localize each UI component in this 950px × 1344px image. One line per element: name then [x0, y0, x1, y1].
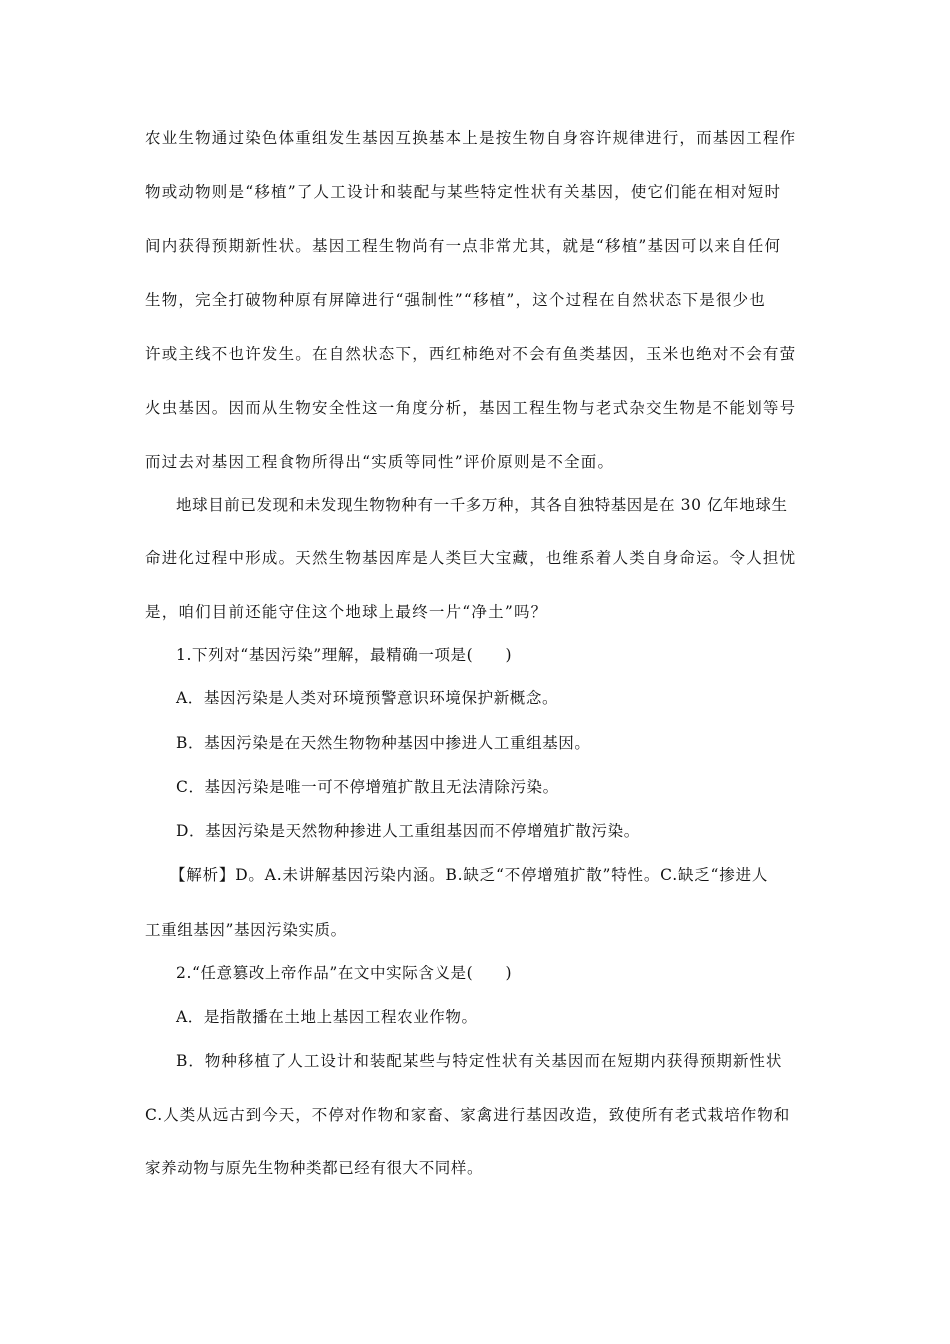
question-1-option-c: C．基因污染是唯一可不停增殖扩散且无法清除污染。 — [176, 778, 559, 796]
paragraph-1-line-3: 间内获得预期新性状。基因工程生物尚有一点非常尤其，就是“移植”基因可以来自任何 — [145, 237, 782, 255]
question-1-option-b: B．基因污染是在天然生物物种基因中掺进人工重组基因。 — [176, 734, 591, 752]
question-1-analysis-line-1: 【解析】D。A.未讲解基因污染内涵。B.缺乏“不停增殖扩散”特性。C.缺乏“掺进人 — [170, 866, 769, 884]
question-1-option-a: A．基因污染是人类对环境预警意识环境保护新概念。 — [176, 689, 559, 707]
question-2-option-c-line-2: 家养动物与原先生物种类都已经有很大不同样。 — [145, 1159, 484, 1177]
paragraph-1-line-2: 物或动物则是“移植”了人工设计和装配与某些特定性状有关基因，使它们能在相对短时 — [145, 183, 782, 201]
paragraph-1-line-5: 许或主线不也许发生。在自然状态下，西红柿绝对不会有鱼类基因，玉米也绝对不会有萤 — [145, 345, 797, 363]
paragraph-1-line-4: 生物，完全打破物种原有屏障进行“强制性”“移植”，这个过程在自然状态下是很少也 — [145, 291, 766, 309]
question-2-option-b: B．物种移植了人工设计和装配某些与特定性状有关基因而在短期内获得预期新性状 — [176, 1052, 783, 1070]
paragraph-1-line-6: 火虫基因。因而从生物安全性这一角度分析，基因工程生物与老式杂交生物是不能划等号 — [145, 399, 797, 417]
paragraph-2-line-3: 是，咱们目前还能守住这个地球上最终一片“净土”吗？ — [145, 603, 548, 621]
paragraph-1-line-7: 而过去对基因工程食物所得出“实质等同性”评价原则是不全面。 — [145, 453, 615, 471]
paragraph-2-line-1: 地球目前已发现和未发现生物物种有一千多万种，其各自独特基因是在 30 亿年地球生 — [176, 496, 788, 514]
question-1-stem: 1.下列对“基因污染”理解，最精确一项是( ) — [176, 646, 513, 664]
question-2-option-a: A．是指散播在土地上基因工程农业作物。 — [176, 1008, 478, 1026]
question-2-option-c-line-1: C.人类从远古到今天，不停对作物和家畜、家禽进行基因改造，致使所有老式栽培作物和 — [145, 1106, 791, 1124]
question-2-stem: 2.“任意篡改上帝作品”在文中实际含义是( ) — [176, 964, 513, 982]
question-1-analysis-line-2: 工重组基因”基因污染实质。 — [145, 921, 347, 939]
paragraph-2-line-2: 命进化过程中形成。天然生物基因库是人类巨大宝藏，也维系着人类自身命运。令人担忧 — [145, 549, 797, 567]
question-1-option-d: D．基因污染是天然物种掺进人工重组基因而不停增殖扩散污染。 — [176, 822, 640, 840]
paragraph-1-line-1: 农业生物通过染色体重组发生基因互换基本上是按生物自身容许规律进行，而基因工程作 — [145, 129, 797, 147]
